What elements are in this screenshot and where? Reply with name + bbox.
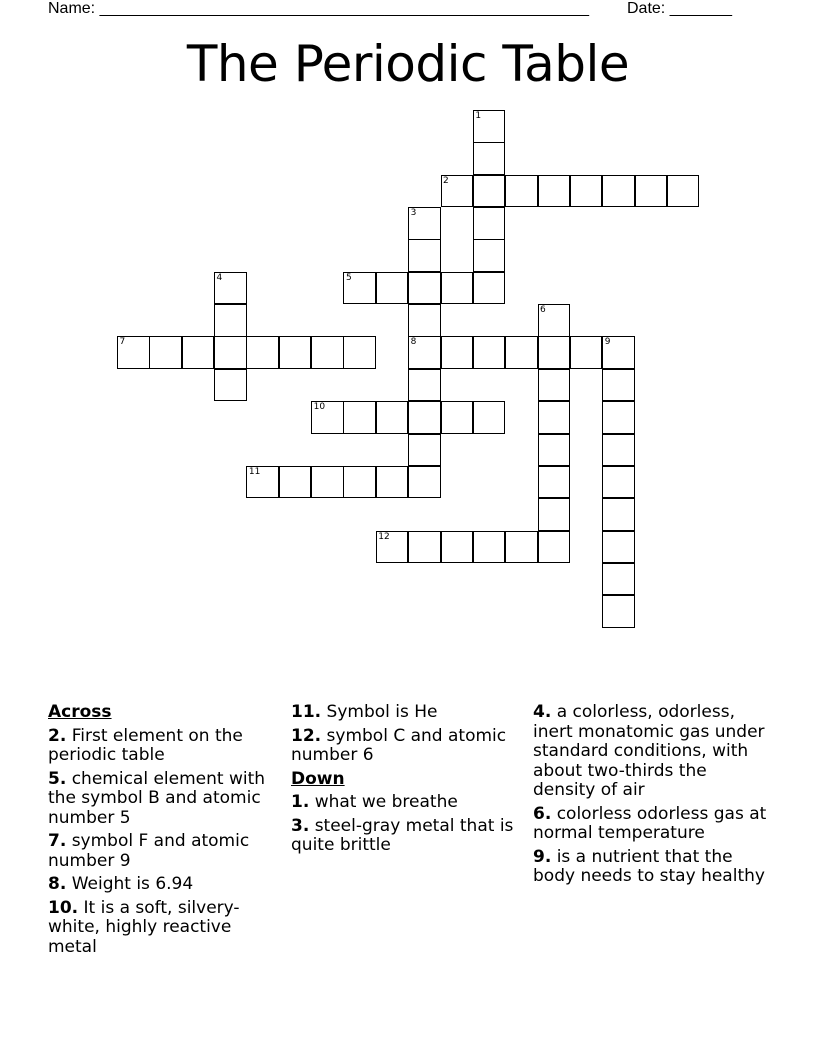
clue-across-11: 11. Symbol is He xyxy=(291,702,438,722)
grid-cell[interactable] xyxy=(473,401,506,434)
name-line: _______________________________________________________ xyxy=(99,0,589,17)
grid-cell[interactable] xyxy=(602,563,635,596)
grid-cell[interactable] xyxy=(246,336,279,369)
clue-across-5: 5. chemical element with the symbol B and atomic number 5 xyxy=(48,768,266,828)
grid-cell[interactable] xyxy=(538,369,571,402)
grid-cell[interactable] xyxy=(376,401,409,434)
grid-cell[interactable] xyxy=(505,336,538,369)
grid-cell[interactable] xyxy=(538,304,571,337)
grid-cell[interactable] xyxy=(473,336,506,369)
cell-number: 11 xyxy=(248,466,261,477)
grid-cell[interactable] xyxy=(311,466,344,499)
cell-number: 10 xyxy=(313,402,326,413)
grid-cell[interactable] xyxy=(602,401,635,434)
grid-cell[interactable] xyxy=(538,466,571,499)
grid-cell[interactable] xyxy=(343,401,376,434)
cell-number: 8 xyxy=(410,337,417,348)
clue-down-1: 1. what we breathe xyxy=(291,792,458,812)
cell-number: 12 xyxy=(378,531,390,542)
page-title: The Periodic Table xyxy=(186,35,630,93)
grid-cell[interactable] xyxy=(538,531,571,564)
clue-down-6: 6. colorless odorless gas at normal temperature xyxy=(533,803,767,843)
grid-cell[interactable] xyxy=(408,434,441,467)
grid-cell[interactable] xyxy=(149,336,182,369)
grid-cell[interactable] xyxy=(376,272,409,305)
clue-down-4: 4. a colorless, odorless, inert monatomic gas under standard conditions, with about two-thirds the density of air xyxy=(533,702,765,800)
grid-cell[interactable] xyxy=(635,175,668,208)
grid-cell[interactable] xyxy=(408,272,441,305)
cell-number: 9 xyxy=(604,337,611,348)
grid-cell[interactable] xyxy=(408,466,441,499)
across-heading: Across xyxy=(48,702,112,722)
grid-cell[interactable] xyxy=(343,272,376,305)
grid-cell[interactable] xyxy=(408,336,441,369)
grid-cell[interactable] xyxy=(538,498,571,531)
grid-cell[interactable] xyxy=(214,369,247,402)
grid-cell[interactable] xyxy=(376,466,409,499)
cell-number: 1 xyxy=(475,111,482,121)
grid-cell[interactable] xyxy=(279,466,312,499)
grid-cell[interactable] xyxy=(473,272,506,305)
grid-cell[interactable] xyxy=(408,239,441,272)
grid-cell[interactable] xyxy=(117,336,150,369)
date-label: Date: xyxy=(627,0,666,17)
clue-across-7: 7. symbol F and atomic number 9 xyxy=(48,831,250,871)
grid-cell[interactable] xyxy=(343,466,376,499)
cell-number: 2 xyxy=(443,175,449,186)
grid-cell[interactable] xyxy=(505,175,538,208)
grid-cell[interactable] xyxy=(311,401,344,434)
grid-cell[interactable] xyxy=(667,175,700,208)
down-heading: Down xyxy=(291,768,345,789)
grid-cell[interactable] xyxy=(214,304,247,337)
grid-cell[interactable] xyxy=(441,531,474,564)
cell-number: 5 xyxy=(345,272,352,283)
grid-cell[interactable] xyxy=(214,272,247,305)
clue-down-9: 9. is a nutrient that the body needs to stay healthy xyxy=(533,846,765,886)
grid-cell[interactable] xyxy=(279,336,312,369)
clue-across-8: 8. Weight is 6.94 xyxy=(48,874,194,894)
grid-cell[interactable] xyxy=(473,207,506,240)
date-line: _______ xyxy=(669,0,732,17)
grid-cell[interactable] xyxy=(376,531,409,564)
grid-cell[interactable] xyxy=(602,434,635,467)
grid-cell[interactable] xyxy=(214,336,247,369)
grid-cell[interactable] xyxy=(441,272,474,305)
grid-cell[interactable] xyxy=(441,175,474,208)
grid-cell[interactable] xyxy=(246,466,279,499)
cell-number: 3 xyxy=(410,208,417,219)
grid-cell[interactable] xyxy=(408,304,441,337)
grid-cell[interactable] xyxy=(473,142,506,175)
grid-cell[interactable] xyxy=(408,207,441,240)
grid-cell[interactable] xyxy=(538,401,571,434)
clue-across-10: 10. It is a soft, silvery-white, highly reactive metal xyxy=(48,897,240,957)
cell-number: 6 xyxy=(540,305,546,316)
grid-cell[interactable] xyxy=(473,531,506,564)
grid-cell[interactable] xyxy=(182,336,215,369)
clue-across-12: 12. symbol C and atomic number 6 xyxy=(291,725,507,765)
clues-column-2 xyxy=(291,703,523,860)
cell-number: 4 xyxy=(216,272,223,283)
grid-cell[interactable] xyxy=(538,434,571,467)
clues-column-1 xyxy=(48,703,278,961)
cell-number: 7 xyxy=(119,337,126,348)
clue-down-3: 3. steel-gray metal that is quite brittle xyxy=(291,815,514,855)
clues-column-3 xyxy=(533,703,768,891)
grid-cell[interactable] xyxy=(602,336,635,369)
grid-cell[interactable] xyxy=(441,401,474,434)
grid-cell[interactable] xyxy=(311,336,344,369)
grid-cell[interactable] xyxy=(408,369,441,402)
clue-across-2: 2. First element on the periodic table xyxy=(48,725,243,765)
grid-cell[interactable] xyxy=(538,175,571,208)
grid-cell[interactable] xyxy=(570,175,603,208)
grid-cell[interactable] xyxy=(602,466,635,499)
grid-cell[interactable] xyxy=(408,531,441,564)
grid-cell[interactable] xyxy=(602,595,635,628)
grid-cell[interactable] xyxy=(602,369,635,402)
grid-cell[interactable] xyxy=(602,175,635,208)
grid-cell[interactable] xyxy=(473,239,506,272)
grid-cell[interactable] xyxy=(505,531,538,564)
grid-cell[interactable] xyxy=(602,531,635,564)
grid-cell[interactable] xyxy=(538,336,571,369)
grid-cell[interactable] xyxy=(441,336,474,369)
grid-cell[interactable] xyxy=(343,336,376,369)
name-label: Name: xyxy=(48,0,96,17)
grid-cell[interactable] xyxy=(473,175,506,208)
grid-cell[interactable] xyxy=(473,110,506,143)
grid-cell[interactable] xyxy=(570,336,603,369)
grid-cell[interactable] xyxy=(408,401,441,434)
grid-cell[interactable] xyxy=(602,498,635,531)
